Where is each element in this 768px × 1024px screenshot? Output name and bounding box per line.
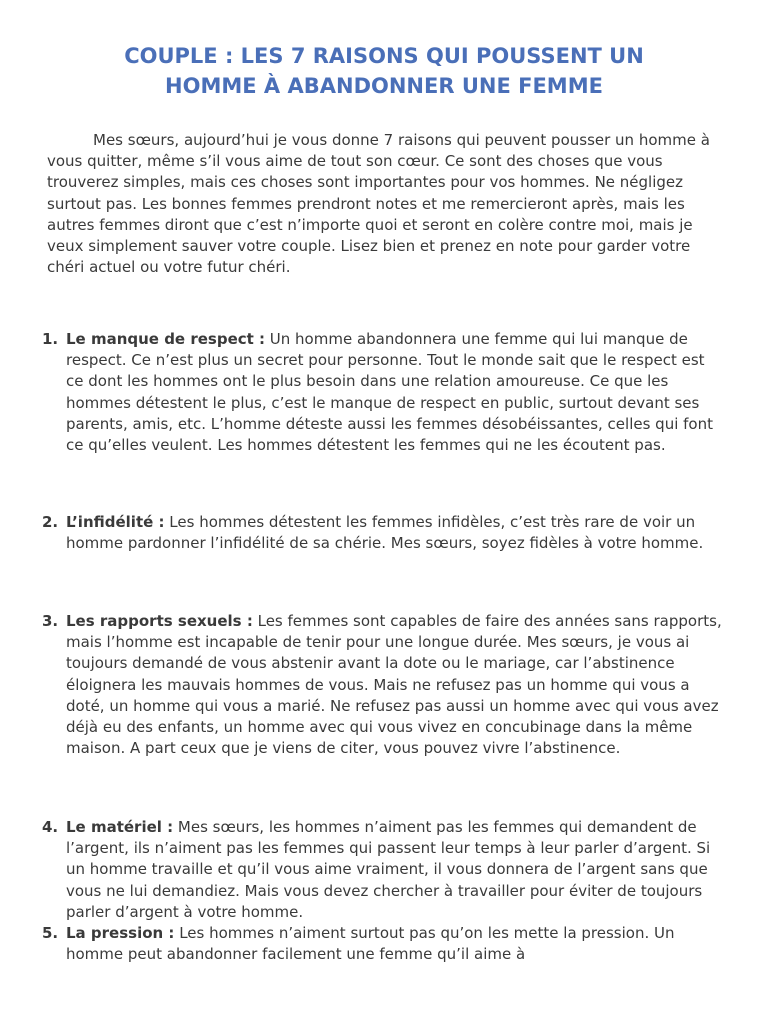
title-line-2: HOMME À ABANDONNER UNE FEMME — [165, 74, 603, 98]
item-number: 1. — [42, 330, 59, 348]
list-item — [42, 512, 726, 554]
intro-paragraph: Mes sœurs, aujourd’hui je vous donne 7 raisons qui peuvent pousser un homme à vous quitter, même s’il vous aime de tout son cœur. Ce sont des choses que vous trouverez simples, mais ces choses sont importantes pour vos hommes. Ne négligez surtout pas. Les bonnes femmes prendront notes et me remercieront après, mais les autres femmes diront que c’est n’importe quoi et seront en colère contre moi, mais je veux simplement sauver votre couple. Lisez bien et prenez en note pour garder votre chéri actuel ou votre futur chéri. — [47, 131, 710, 277]
item-heading: L’infidélité : — [66, 513, 165, 531]
title-line-1: COUPLE : LES 7 RAISONS QUI POUSSENT UN — [124, 44, 644, 68]
list-item — [42, 817, 726, 923]
list-item — [42, 329, 726, 456]
item-heading: La pression : — [66, 924, 175, 942]
document-title — [40, 41, 728, 101]
item-text: Les femmes sont capables de faire des années sans rapports, mais l’homme est incapable de tenir pour une longue durée. Mes sœurs, je vous ai toujours demandé de vous abstenir avant la dote ou le mariage, car l’abstinence éloignera les mauvais hommes de vous. Mais ne refusez pas un homme qui vous a doté, un homme qui vous a marié. Ne refusez pas aussi un homme avec qui vous avez déjà eu des enfants, un homme avec qui vous vivez en concubinage dans la même maison. A part ceux que je viens de citer, vous pouvez vivre l’abstinence. — [66, 612, 722, 758]
item-number: 4. — [42, 818, 59, 836]
item-text: Mes sœurs, les hommes n’aiment pas les femmes qui demandent de l’argent, ils n’aiment pas les femmes qui passent leur temps à leur parler d’argent. Si un homme travaille et qu’il vous aime vraiment, il vous donnera de l’argent sans que vous ne lui demandiez. Mais vous devez chercher à travailler pour éviter de toujours parler d’argent à votre homme. — [66, 818, 711, 921]
item-heading: Le manque de respect : — [66, 330, 266, 348]
item-text: Un homme abandonnera une femme qui lui manque de respect. Ce n’est plus un secret pour personne. Tout le monde sait que le respect est ce dont les hommes ont le plus besoin dans une relation amoureuse. Ce que les hommes détestent le plus, c’est le manque de respect en public, surtout devant ses parents, amis, etc. L’homme déteste aussi les femmes désobéissantes, celles qui font ce qu’elles veulent. Les hommes détestent les femmes qui ne les écoutent pas. — [66, 330, 713, 455]
item-number: 5. — [42, 924, 59, 942]
item-text: Les hommes détestent les femmes infidèles, c’est très rare de voir un homme pardonner l’infidélité de sa chérie. Mes sœurs, soyez fidèles à votre homme. — [66, 513, 704, 553]
item-number: 3. — [42, 612, 59, 630]
item-text: Les hommes n’aiment surtout pas qu’on les mette la pression. Un homme peut abandonner facilement une femme qu’il aime à — [66, 924, 675, 964]
list-item — [42, 611, 726, 759]
item-heading: Les rapports sexuels : — [66, 612, 253, 630]
item-heading: Le matériel : — [66, 818, 174, 836]
item-number: 2. — [42, 513, 59, 531]
list-item — [42, 923, 726, 965]
